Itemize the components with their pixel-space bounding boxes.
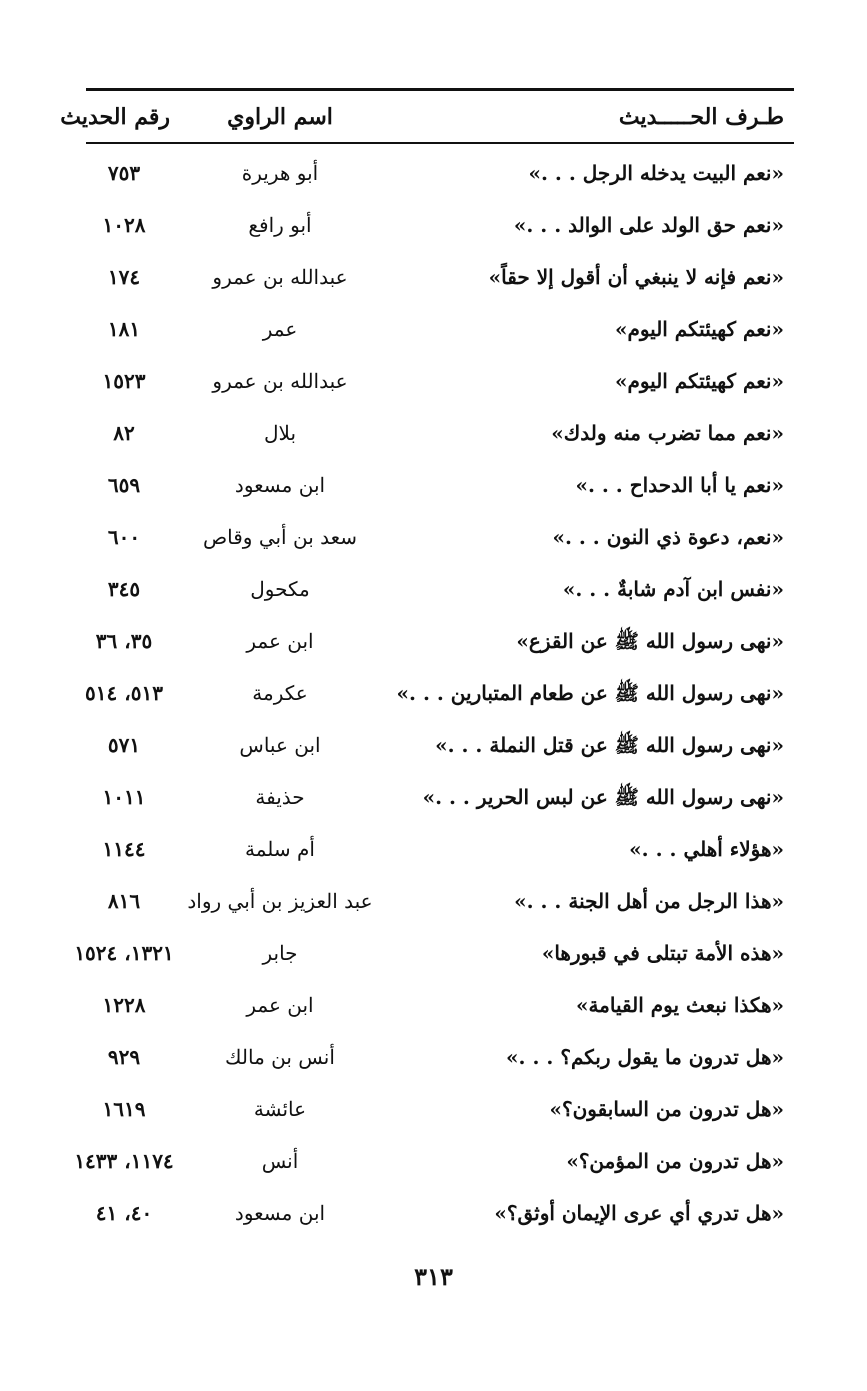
narrator-name: ابن مسعود <box>234 473 326 497</box>
hadith-number: ١١٧٤، ١٤٣٣ <box>74 1149 174 1173</box>
hadith-text: «هل تدرون من السابقون؟» <box>549 1097 784 1121</box>
narrator-name: ابن عمر <box>246 993 314 1017</box>
table-row <box>86 150 794 202</box>
table-row <box>86 670 794 722</box>
hadith-number: ١٥٢٣ <box>102 369 146 393</box>
table-row <box>86 1034 794 1086</box>
hadith-text: «هل تدري أي عرى الإيمان أوثق؟» <box>494 1201 784 1225</box>
hadith-text: «هكذا نبعث يوم القيامة» <box>575 993 784 1017</box>
hadith-text: «هل تدرون من المؤمن؟» <box>566 1149 784 1173</box>
hadith-number: ٤٠، ٤١ <box>95 1201 153 1225</box>
table-row <box>86 462 794 514</box>
hadith-text: «نفس ابن آدم شابةٌ . . .» <box>562 577 784 601</box>
narrator-name: عائشة <box>253 1097 307 1121</box>
hadith-text: «نعم يا أبا الدحداح . . .» <box>575 473 784 497</box>
narrator-name: ابن عباس <box>239 733 321 757</box>
narrator-name: أنس بن مالك <box>225 1045 335 1069</box>
narrator-name: بلال <box>263 421 297 445</box>
narrator-name: مكحول <box>250 577 310 601</box>
narrator-name: عبدالله بن عمرو <box>212 369 348 393</box>
top-rule <box>86 88 794 91</box>
narrator-name: عكرمة <box>252 681 308 705</box>
hadith-text: «نعم كهيئتكم اليوم» <box>614 369 784 393</box>
narrator-name: أبو هريرة <box>241 161 319 185</box>
hadith-index-table <box>74 150 794 1242</box>
hadith-number: ٥١٣، ٥١٤ <box>85 681 163 705</box>
table-row <box>86 878 794 930</box>
hadith-number: ٦٠٠ <box>107 525 141 549</box>
table-row <box>86 410 794 462</box>
table-row <box>74 1138 794 1190</box>
hadith-number: ٩٢٩ <box>107 1045 141 1069</box>
header-narrator-label: اسم الراوي <box>227 104 333 130</box>
narrator-name: حذيفة <box>255 785 305 809</box>
hadith-number: ٨١٦ <box>107 889 141 913</box>
narrator-name: عبدالله بن عمرو <box>212 265 348 289</box>
table-row <box>86 826 794 878</box>
hadith-number: ١٠١١ <box>102 785 146 809</box>
header-rule <box>86 142 794 144</box>
narrator-name: عبد العزيز بن أبي رواد <box>187 889 373 913</box>
table-row <box>86 722 794 774</box>
table-row <box>86 982 794 1034</box>
hadith-number: ٥٧١ <box>107 733 141 757</box>
narrator-name: أبو رافع <box>248 213 312 237</box>
table-row <box>86 358 794 410</box>
table-row <box>86 1190 794 1242</box>
narrator-name: ابن عمر <box>246 629 314 653</box>
hadith-text: «نهى رسول الله ﷺ عن قتل النملة . . .» <box>435 733 784 757</box>
hadith-number: ٧٥٣ <box>107 161 141 185</box>
table-header <box>60 92 794 142</box>
hadith-text: «نهى رسول الله ﷺ عن القزع» <box>516 629 784 653</box>
table-row <box>86 774 794 826</box>
hadith-number: ١٢٢٨ <box>102 993 146 1017</box>
table-row <box>86 514 794 566</box>
page-number: ٣١٣ <box>414 1262 453 1291</box>
table-row <box>86 618 794 670</box>
hadith-text: «نعم فإنه لا ينبغي أن أقول إلا حقاً» <box>488 265 784 289</box>
hadith-number: ١١٤٤ <box>102 837 146 861</box>
hadith-text: «نعم حق الولد على الوالد . . .» <box>513 213 784 237</box>
hadith-text: «هؤلاء أهلي . . .» <box>629 837 784 861</box>
hadith-text: «نعم مما تضرب منه ولدك» <box>551 421 784 445</box>
narrator-name: أنس <box>261 1149 299 1173</box>
table-row <box>86 1086 794 1138</box>
hadith-number: ٣٥، ٣٦ <box>95 629 153 653</box>
hadith-number: ١٧٤ <box>107 265 141 289</box>
narrator-name: عمر <box>262 317 298 341</box>
hadith-text: «هل تدرون ما يقول ربكم؟ . . .» <box>506 1045 784 1069</box>
hadith-text: «نعم، دعوة ذي النون . . .» <box>552 525 784 549</box>
table-row <box>74 930 794 982</box>
table-row <box>86 566 794 618</box>
hadith-number: ٦٥٩ <box>107 473 141 497</box>
narrator-name: أم سلمة <box>245 837 315 861</box>
narrator-name: جابر <box>262 941 298 965</box>
narrator-name: سعد بن أبي وقاص <box>202 525 358 549</box>
table-row <box>86 254 794 306</box>
narrator-name: ابن مسعود <box>234 1201 326 1225</box>
hadith-text: «هذا الرجل من أهل الجنة . . .» <box>514 889 784 913</box>
hadith-number: ٣٤٥ <box>107 577 141 601</box>
hadith-number: ١٦١٩ <box>102 1097 146 1121</box>
table-row <box>86 202 794 254</box>
header-number-label: رقم الحديث <box>60 104 170 130</box>
hadith-text: «نهى رسول الله ﷺ عن طعام المتبارين . . .» <box>396 681 784 705</box>
hadith-text: «نعم كهيئتكم اليوم» <box>614 317 784 341</box>
hadith-number: ٨٢ <box>113 421 135 445</box>
hadith-text: «هذه الأمة تبتلى في قبورها» <box>541 941 784 965</box>
hadith-number: ١٠٢٨ <box>102 213 146 237</box>
hadith-text: «نهى رسول الله ﷺ عن لبس الحرير . . .» <box>422 785 784 809</box>
header-hadith-label: طـرف الحـــــديث <box>618 104 784 130</box>
hadith-text: «نعم البيت يدخله الرجل . . .» <box>528 161 784 185</box>
hadith-number: ١٣٢١، ١٥٢٤ <box>74 941 174 965</box>
hadith-number: ١٨١ <box>107 317 141 341</box>
table-row <box>86 306 794 358</box>
